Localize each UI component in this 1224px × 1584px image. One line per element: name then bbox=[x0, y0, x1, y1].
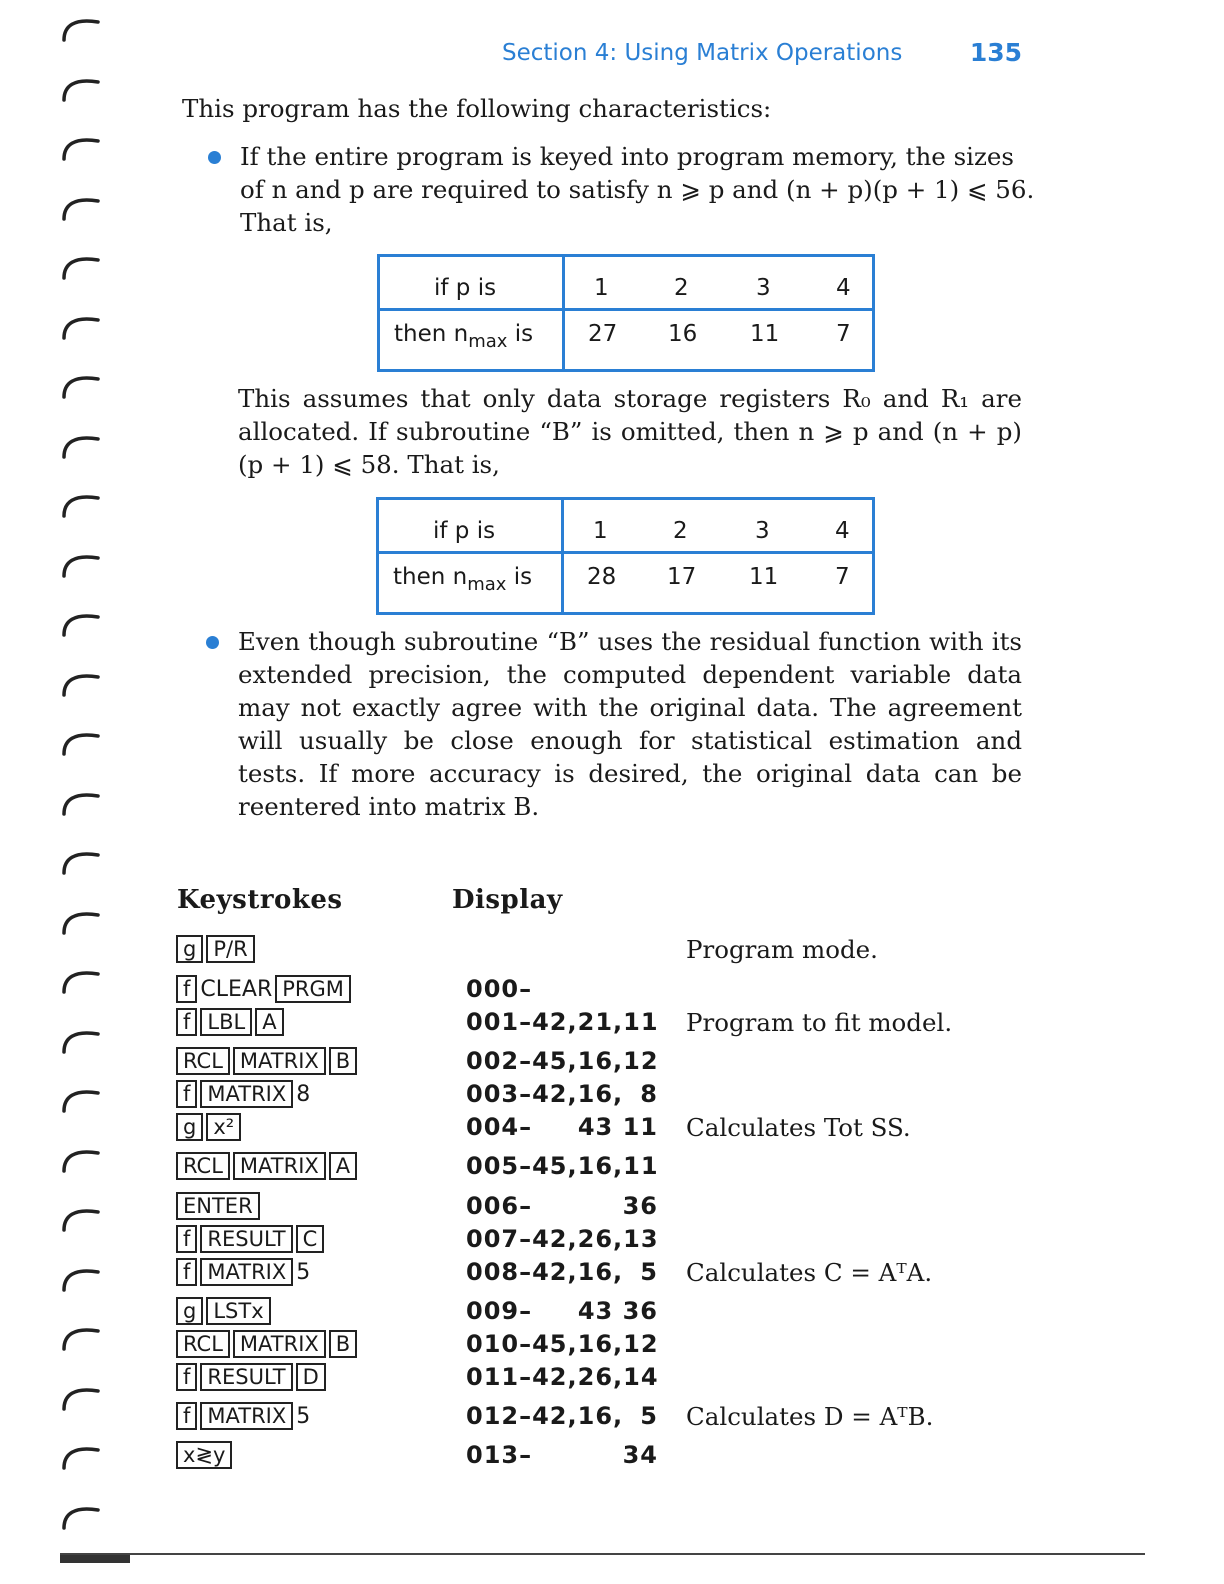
spiral-ring bbox=[60, 907, 100, 935]
calculator-key: x² bbox=[206, 1113, 241, 1141]
keystroke-row: f CLEAR PRGM 000– bbox=[0, 975, 1224, 1007]
calculator-key: B bbox=[329, 1330, 357, 1358]
table-cell-nmax: 7 bbox=[835, 564, 850, 590]
calculator-key: ENTER bbox=[176, 1192, 260, 1220]
keystroke-row: f LBL A 001–42,21,11 Program to fit model. bbox=[0, 1008, 1224, 1040]
page-number: 135 bbox=[969, 38, 1022, 67]
assumption-paragraph: This assumes that only data storage registers R₀ and R₁ are allocated. If subroutine “B” is omitted, then n ⩾ p and (n + p)(p + 1) ⩽ 58. That is, bbox=[238, 384, 1022, 479]
spiral-ring bbox=[60, 609, 100, 637]
step-description: Calculates Tot SS. bbox=[686, 1113, 911, 1142]
keystroke-sequence bbox=[176, 1192, 263, 1220]
keystroke-sequence bbox=[176, 1402, 313, 1430]
table-cell-p: 1 bbox=[594, 275, 609, 301]
calculator-key: RCL bbox=[176, 1047, 230, 1075]
key-text: 8 bbox=[296, 1081, 311, 1107]
table-cell-nmax: 7 bbox=[836, 321, 851, 347]
bullet-dot bbox=[206, 636, 219, 649]
calculator-key: f bbox=[176, 1402, 197, 1430]
keystroke-sequence bbox=[176, 1225, 327, 1253]
step-description: Calculates C = AᵀA. bbox=[686, 1258, 933, 1287]
table-cell-p: 4 bbox=[836, 275, 851, 301]
calculator-key: g bbox=[176, 1113, 203, 1141]
calculator-key: MATRIX bbox=[233, 1152, 326, 1180]
key-text: 5 bbox=[296, 1403, 311, 1429]
keystroke-sequence bbox=[176, 935, 258, 963]
keystrokes-heading: Keystrokes bbox=[177, 885, 343, 915]
calculator-key: RCL bbox=[176, 1330, 230, 1358]
spiral-ring bbox=[60, 847, 100, 875]
keystroke-sequence bbox=[176, 1330, 360, 1358]
spiral-ring bbox=[60, 1502, 100, 1530]
keystroke-row: g x² 004– 43 11 Calculates Tot SS. bbox=[0, 1113, 1224, 1145]
bullet-1-line-1: If the entire program is keyed into program memory, the sizes bbox=[240, 142, 1014, 171]
table-cell-p: 4 bbox=[835, 518, 850, 544]
table-cell-p: 2 bbox=[673, 518, 688, 544]
spiral-ring bbox=[60, 252, 100, 280]
keystroke-sequence bbox=[176, 1008, 287, 1036]
section-title: Section 4: Using Matrix Operations bbox=[502, 40, 903, 66]
nmax-table-2 bbox=[376, 497, 875, 615]
calculator-key: PRGM bbox=[275, 975, 351, 1003]
calculator-key: MATRIX bbox=[200, 1402, 293, 1430]
keystroke-row: RCL MATRIX B 010–45,16,12 bbox=[0, 1330, 1224, 1362]
table-cell-nmax: 16 bbox=[668, 321, 698, 347]
table-cell-p: 1 bbox=[593, 518, 608, 544]
spiral-ring bbox=[60, 74, 100, 102]
calculator-key: B bbox=[329, 1047, 357, 1075]
spiral-ring bbox=[60, 312, 100, 340]
keystroke-row: f MATRIX 8 003–42,16, 8 bbox=[0, 1080, 1224, 1112]
calculator-key: f bbox=[176, 1080, 197, 1108]
calculator-key: A bbox=[329, 1152, 357, 1180]
calculator-key: f bbox=[176, 1008, 197, 1036]
calculator-key: f bbox=[176, 1363, 197, 1391]
table-row-label: then $n_{max}$ is bbox=[393, 564, 533, 595]
spiral-ring bbox=[60, 728, 100, 756]
display-heading: Display bbox=[452, 885, 563, 915]
spiral-ring bbox=[60, 431, 100, 459]
keystroke-row: f RESULT D 011–42,26,14 bbox=[0, 1363, 1224, 1395]
spiral-ring bbox=[60, 133, 100, 161]
calculator-key: RCL bbox=[176, 1152, 230, 1180]
keystroke-sequence bbox=[176, 1441, 235, 1469]
key-text: 5 bbox=[296, 1259, 311, 1285]
key-text: CLEAR bbox=[200, 976, 273, 1002]
spiral-ring bbox=[60, 550, 100, 578]
spiral-ring bbox=[60, 490, 100, 518]
keystroke-row: RCL MATRIX B 002–45,16,12 bbox=[0, 1047, 1224, 1079]
bullet-dot bbox=[208, 151, 221, 164]
table-cell-nmax: 28 bbox=[587, 564, 617, 590]
table-cell-nmax: 11 bbox=[749, 564, 779, 590]
calculator-key: LSTx bbox=[206, 1297, 270, 1325]
nmax-table-1 bbox=[377, 254, 875, 372]
keystroke-sequence bbox=[176, 1047, 360, 1075]
spiral-ring bbox=[60, 788, 100, 816]
calculator-key: P/R bbox=[206, 935, 254, 963]
keystroke-sequence bbox=[176, 1080, 313, 1108]
bullet-1-line-3: That is, bbox=[240, 208, 333, 237]
calculator-key: MATRIX bbox=[200, 1258, 293, 1286]
keystroke-row: f MATRIX 5 008–42,16, 5 Calculates C = AᵀA. bbox=[0, 1258, 1224, 1290]
keystroke-row: g LSTx 009– 43 36 bbox=[0, 1297, 1224, 1329]
keystroke-row: RCL MATRIX A 005–45,16,11 bbox=[0, 1152, 1224, 1184]
calculator-key: LBL bbox=[200, 1008, 252, 1036]
spiral-ring bbox=[60, 193, 100, 221]
step-description: Program mode. bbox=[686, 935, 878, 964]
calculator-key: f bbox=[176, 1258, 197, 1286]
keystroke-row: f RESULT C 007–42,26,13 bbox=[0, 1225, 1224, 1257]
keystroke-sequence bbox=[176, 1113, 244, 1141]
keystroke-sequence bbox=[176, 1297, 274, 1325]
step-description: Calculates D = AᵀB. bbox=[686, 1402, 934, 1431]
step-description: Program to fit model. bbox=[686, 1008, 953, 1037]
keystroke-sequence bbox=[176, 1363, 329, 1391]
keystroke-sequence bbox=[176, 975, 354, 1003]
calculator-key: f bbox=[176, 1225, 197, 1253]
bullet-1-line-2: of n and p are required to satisfy n ⩾ p and (n + p)(p + 1) ⩽ 56. bbox=[240, 175, 1035, 204]
calculator-key: MATRIX bbox=[233, 1047, 326, 1075]
page-edge-mark bbox=[60, 1555, 130, 1563]
page-header bbox=[500, 38, 1024, 72]
intro-text: This program has the following characteristics: bbox=[182, 94, 772, 123]
table-cell-p: 3 bbox=[756, 275, 771, 301]
keystroke-row: f MATRIX 5 012–42,16, 5 Calculates D = AᵀB. bbox=[0, 1402, 1224, 1434]
table-cell-nmax: 11 bbox=[750, 321, 780, 347]
spiral-ring bbox=[60, 371, 100, 399]
calculator-key: MATRIX bbox=[233, 1330, 326, 1358]
calculator-key: MATRIX bbox=[200, 1080, 293, 1108]
keystroke-row bbox=[0, 935, 1224, 967]
table-cell-p: 2 bbox=[674, 275, 689, 301]
calculator-key: RESULT bbox=[200, 1363, 292, 1391]
spiral-ring bbox=[60, 14, 100, 42]
table-cell-p: 3 bbox=[755, 518, 770, 544]
bullet-characteristic-2: Even though subroutine “B” uses the residual function with its extended precision, the computed dependent variable data may not exactly agree with the original data. The agreement will usually be close enough for statistical estimation and tests. If more accuracy is desired, the original data can be reentered into matrix B. bbox=[238, 627, 1022, 821]
page-edge-line bbox=[60, 1553, 1145, 1555]
calculator-key: g bbox=[176, 935, 203, 963]
calculator-key: x≷y bbox=[176, 1441, 232, 1469]
spiral-ring bbox=[60, 669, 100, 697]
calculator-key: f bbox=[176, 975, 197, 1003]
calculator-key: g bbox=[176, 1297, 203, 1325]
keystroke-row: x≷y 013– 34 bbox=[0, 1441, 1224, 1473]
table-cell-nmax: 17 bbox=[667, 564, 697, 590]
keystroke-sequence bbox=[176, 1152, 360, 1180]
table-row-label: if p is bbox=[434, 275, 497, 301]
table-row-label: then $n_{max}$ is bbox=[394, 321, 534, 352]
calculator-key: C bbox=[296, 1225, 325, 1253]
table-cell-nmax: 27 bbox=[588, 321, 618, 347]
calculator-key: A bbox=[255, 1008, 283, 1036]
table-row-label: if p is bbox=[433, 518, 496, 544]
calculator-key: D bbox=[296, 1363, 326, 1391]
calculator-key: RESULT bbox=[200, 1225, 292, 1253]
keystroke-row: ENTER 006– 36 bbox=[0, 1192, 1224, 1224]
keystroke-sequence bbox=[176, 1258, 313, 1286]
